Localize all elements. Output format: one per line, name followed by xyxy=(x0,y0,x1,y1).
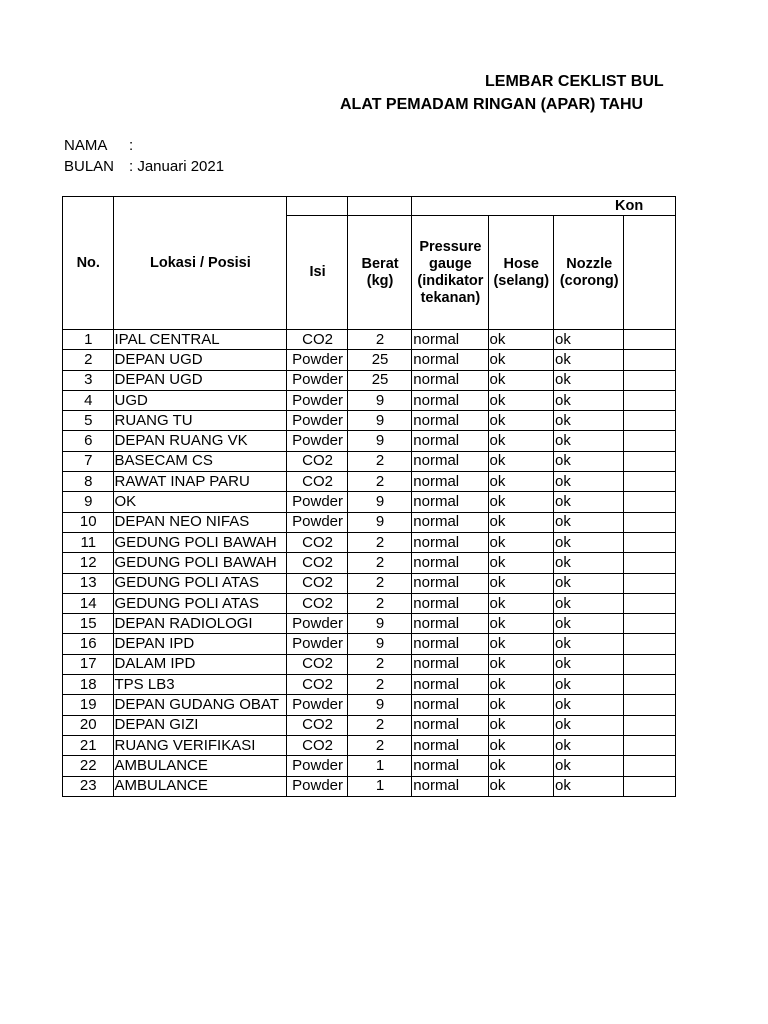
cell-lokasi: BASECAM CS xyxy=(113,451,287,471)
cell-nozzle: ok xyxy=(554,675,624,695)
cell-pressure: normal xyxy=(412,411,488,431)
table-row xyxy=(63,390,676,410)
cell-berat: 2 xyxy=(347,532,411,552)
cell-nozzle: ok xyxy=(554,451,624,471)
cell-pressure: normal xyxy=(412,614,488,634)
cell-pressure: normal xyxy=(412,715,488,735)
table-row xyxy=(63,634,676,654)
header-kondisi-group xyxy=(412,197,676,216)
header-berat: Berat (kg) xyxy=(347,216,411,330)
cell-pressure: normal xyxy=(412,695,488,715)
table-row xyxy=(63,573,676,593)
cell-berat: 9 xyxy=(347,492,411,512)
cell-lokasi: GEDUNG POLI ATAS xyxy=(113,573,287,593)
cell-lokasi: DEPAN IPD xyxy=(113,634,287,654)
cell-no: 22 xyxy=(63,756,114,776)
cell-pressure: normal xyxy=(412,634,488,654)
cell-isi: CO2 xyxy=(287,654,348,674)
cell-pressure: normal xyxy=(412,532,488,552)
cell-isi: Powder xyxy=(287,614,348,634)
table-row xyxy=(63,451,676,471)
cell-blank xyxy=(624,735,676,755)
cell-isi: Powder xyxy=(287,411,348,431)
cell-nozzle: ok xyxy=(554,695,624,715)
cell-hose: ok xyxy=(488,411,553,431)
cell-no: 4 xyxy=(63,390,114,410)
table-row xyxy=(63,350,676,370)
cell-no: 9 xyxy=(63,492,114,512)
cell-lokasi: RUANG VERIFIKASI xyxy=(113,735,287,755)
cell-lokasi: GEDUNG POLI BAWAH xyxy=(113,532,287,552)
header-blank xyxy=(624,216,676,330)
cell-nozzle: ok xyxy=(554,553,624,573)
cell-no: 8 xyxy=(63,472,114,492)
cell-blank xyxy=(624,492,676,512)
bulan-row xyxy=(64,158,224,175)
table-row xyxy=(63,675,676,695)
cell-pressure: normal xyxy=(412,654,488,674)
cell-blank xyxy=(624,776,676,796)
cell-nozzle: ok xyxy=(554,370,624,390)
cell-nozzle: ok xyxy=(554,492,624,512)
header-isi: Isi xyxy=(287,216,348,330)
table-row xyxy=(63,330,676,350)
cell-blank xyxy=(624,695,676,715)
cell-pressure: normal xyxy=(412,675,488,695)
cell-berat: 9 xyxy=(347,411,411,431)
cell-isi: CO2 xyxy=(287,735,348,755)
cell-lokasi: UGD xyxy=(113,390,287,410)
cell-pressure: normal xyxy=(412,492,488,512)
cell-lokasi: AMBULANCE xyxy=(113,756,287,776)
checklist-table xyxy=(62,196,676,797)
cell-berat: 9 xyxy=(347,614,411,634)
cell-hose: ok xyxy=(488,370,553,390)
header-no: No. xyxy=(63,197,114,330)
cell-nozzle: ok xyxy=(554,330,624,350)
cell-berat: 2 xyxy=(347,715,411,735)
cell-nozzle: ok xyxy=(554,350,624,370)
cell-nozzle: ok xyxy=(554,411,624,431)
cell-pressure: normal xyxy=(412,553,488,573)
cell-lokasi: RUANG TU xyxy=(113,411,287,431)
cell-hose: ok xyxy=(488,390,553,410)
cell-berat: 9 xyxy=(347,695,411,715)
title-text-2: ALAT PEMADAM RINGAN (APAR) TAHU xyxy=(340,96,644,113)
cell-lokasi: TPS LB3 xyxy=(113,675,287,695)
cell-isi: Powder xyxy=(287,431,348,451)
cell-blank xyxy=(624,472,676,492)
header-nozzle: Nozzle (corong) xyxy=(554,216,624,330)
cell-hose: ok xyxy=(488,776,553,796)
cell-berat: 9 xyxy=(347,390,411,410)
cell-blank xyxy=(624,370,676,390)
cell-isi: Powder xyxy=(287,776,348,796)
cell-berat: 1 xyxy=(347,756,411,776)
cell-no: 16 xyxy=(63,634,114,654)
cell-blank xyxy=(624,431,676,451)
table-row xyxy=(63,512,676,532)
cell-pressure: normal xyxy=(412,512,488,532)
header-hose: Hose (selang) xyxy=(488,216,553,330)
cell-blank xyxy=(624,390,676,410)
cell-isi: CO2 xyxy=(287,675,348,695)
cell-no: 13 xyxy=(63,573,114,593)
cell-no: 15 xyxy=(63,614,114,634)
cell-blank xyxy=(624,512,676,532)
cell-hose: ok xyxy=(488,573,553,593)
cell-lokasi: AMBULANCE xyxy=(113,776,287,796)
cell-hose: ok xyxy=(488,451,553,471)
cell-lokasi: DEPAN NEO NIFAS xyxy=(113,512,287,532)
cell-no: 2 xyxy=(63,350,114,370)
cell-berat: 9 xyxy=(347,512,411,532)
table-row xyxy=(63,411,676,431)
cell-hose: ok xyxy=(488,431,553,451)
cell-isi: Powder xyxy=(287,695,348,715)
cell-nozzle: ok xyxy=(554,634,624,654)
cell-no: 19 xyxy=(63,695,114,715)
table-row xyxy=(63,654,676,674)
cell-nozzle: ok xyxy=(554,593,624,613)
cell-blank xyxy=(624,715,676,735)
cell-isi: CO2 xyxy=(287,472,348,492)
cell-nozzle: ok xyxy=(554,614,624,634)
cell-isi: Powder xyxy=(287,512,348,532)
cell-isi: Powder xyxy=(287,634,348,654)
cell-hose: ok xyxy=(488,492,553,512)
document-title-line-1 xyxy=(0,73,676,95)
table-row xyxy=(63,735,676,755)
cell-lokasi: DEPAN RADIOLOGI xyxy=(113,614,287,634)
cell-blank xyxy=(624,675,676,695)
header-berat-top xyxy=(347,197,411,216)
cell-pressure: normal xyxy=(412,451,488,471)
cell-isi: CO2 xyxy=(287,593,348,613)
cell-pressure: normal xyxy=(412,735,488,755)
cell-no: 17 xyxy=(63,654,114,674)
bulan-label: BULAN xyxy=(64,158,115,175)
checklist-table-container xyxy=(62,196,676,799)
cell-no: 6 xyxy=(63,431,114,451)
document-title-line-2 xyxy=(0,96,676,118)
cell-isi: CO2 xyxy=(287,715,348,735)
cell-berat: 2 xyxy=(347,735,411,755)
cell-hose: ok xyxy=(488,735,553,755)
cell-no: 7 xyxy=(63,451,114,471)
cell-blank xyxy=(624,532,676,552)
table-row xyxy=(63,593,676,613)
nama-row xyxy=(64,137,133,154)
cell-pressure: normal xyxy=(412,431,488,451)
cell-lokasi: DEPAN RUANG VK xyxy=(113,431,287,451)
cell-no: 5 xyxy=(63,411,114,431)
cell-berat: 9 xyxy=(347,634,411,654)
cell-isi: Powder xyxy=(287,390,348,410)
table-row xyxy=(63,756,676,776)
table-row xyxy=(63,715,676,735)
cell-no: 14 xyxy=(63,593,114,613)
cell-blank xyxy=(624,411,676,431)
cell-berat: 2 xyxy=(347,593,411,613)
cell-isi: CO2 xyxy=(287,532,348,552)
cell-hose: ok xyxy=(488,330,553,350)
cell-pressure: normal xyxy=(412,370,488,390)
cell-isi: Powder xyxy=(287,756,348,776)
cell-blank xyxy=(624,614,676,634)
cell-hose: ok xyxy=(488,634,553,654)
cell-nozzle: ok xyxy=(554,735,624,755)
cell-no: 11 xyxy=(63,532,114,552)
cell-isi: Powder xyxy=(287,370,348,390)
cell-no: 18 xyxy=(63,675,114,695)
header-lokasi: Lokasi / Posisi xyxy=(113,197,287,330)
cell-nozzle: ok xyxy=(554,715,624,735)
header-kondisi-text: Kon xyxy=(615,197,644,214)
cell-lokasi: IPAL CENTRAL xyxy=(113,330,287,350)
cell-nozzle: ok xyxy=(554,532,624,552)
cell-isi: CO2 xyxy=(287,553,348,573)
cell-blank xyxy=(624,350,676,370)
cell-nozzle: ok xyxy=(554,512,624,532)
cell-isi: CO2 xyxy=(287,451,348,471)
cell-no: 1 xyxy=(63,330,114,350)
cell-hose: ok xyxy=(488,553,553,573)
nama-label: NAMA xyxy=(64,137,108,154)
cell-hose: ok xyxy=(488,695,553,715)
cell-pressure: normal xyxy=(412,350,488,370)
cell-hose: ok xyxy=(488,654,553,674)
cell-berat: 1 xyxy=(347,776,411,796)
cell-berat: 2 xyxy=(347,451,411,471)
checklist-table-body xyxy=(63,330,676,797)
cell-pressure: normal xyxy=(412,330,488,350)
cell-hose: ok xyxy=(488,512,553,532)
table-row xyxy=(63,492,676,512)
cell-blank xyxy=(624,756,676,776)
cell-blank xyxy=(624,553,676,573)
cell-nozzle: ok xyxy=(554,573,624,593)
cell-blank xyxy=(624,634,676,654)
cell-hose: ok xyxy=(488,715,553,735)
cell-blank xyxy=(624,573,676,593)
cell-nozzle: ok xyxy=(554,472,624,492)
cell-hose: ok xyxy=(488,472,553,492)
cell-berat: 2 xyxy=(347,675,411,695)
cell-no: 23 xyxy=(63,776,114,796)
cell-blank xyxy=(624,593,676,613)
cell-no: 20 xyxy=(63,715,114,735)
cell-berat: 9 xyxy=(347,431,411,451)
cell-pressure: normal xyxy=(412,776,488,796)
table-row xyxy=(63,370,676,390)
cell-berat: 2 xyxy=(347,553,411,573)
table-row xyxy=(63,532,676,552)
table-row xyxy=(63,431,676,451)
cell-lokasi: GEDUNG POLI ATAS xyxy=(113,593,287,613)
cell-pressure: normal xyxy=(412,756,488,776)
cell-hose: ok xyxy=(488,756,553,776)
cell-isi: CO2 xyxy=(287,330,348,350)
cell-lokasi: GEDUNG POLI BAWAH xyxy=(113,553,287,573)
cell-hose: ok xyxy=(488,675,553,695)
cell-lokasi: DEPAN UGD xyxy=(113,350,287,370)
cell-blank xyxy=(624,654,676,674)
cell-hose: ok xyxy=(488,614,553,634)
cell-nozzle: ok xyxy=(554,390,624,410)
cell-hose: ok xyxy=(488,593,553,613)
cell-nozzle: ok xyxy=(554,431,624,451)
cell-pressure: normal xyxy=(412,573,488,593)
cell-pressure: normal xyxy=(412,472,488,492)
cell-lokasi: OK xyxy=(113,492,287,512)
cell-hose: ok xyxy=(488,350,553,370)
cell-nozzle: ok xyxy=(554,654,624,674)
bulan-value: : Januari 2021 xyxy=(129,158,225,175)
cell-nozzle: ok xyxy=(554,756,624,776)
cell-lokasi: DALAM IPD xyxy=(113,654,287,674)
table-row xyxy=(63,553,676,573)
cell-lokasi: DEPAN GIZI xyxy=(113,715,287,735)
cell-berat: 2 xyxy=(347,472,411,492)
cell-blank xyxy=(624,451,676,471)
cell-isi: CO2 xyxy=(287,573,348,593)
table-row xyxy=(63,614,676,634)
cell-berat: 25 xyxy=(347,350,411,370)
cell-isi: Powder xyxy=(287,350,348,370)
cell-pressure: normal xyxy=(412,593,488,613)
cell-blank xyxy=(624,330,676,350)
cell-lokasi: RAWAT INAP PARU xyxy=(113,472,287,492)
cell-lokasi: DEPAN UGD xyxy=(113,370,287,390)
title-text-1: LEMBAR CEKLIST BUL xyxy=(485,73,664,90)
cell-isi: Powder xyxy=(287,492,348,512)
cell-no: 12 xyxy=(63,553,114,573)
cell-pressure: normal xyxy=(412,390,488,410)
table-row xyxy=(63,776,676,796)
table-row xyxy=(63,472,676,492)
nama-value: : xyxy=(129,137,134,154)
cell-lokasi: DEPAN GUDANG OBAT xyxy=(113,695,287,715)
header-pressure: Pressure gauge (indikator tekanan) xyxy=(412,216,488,330)
header-isi-top xyxy=(287,197,348,216)
cell-berat: 2 xyxy=(347,654,411,674)
cell-hose: ok xyxy=(488,532,553,552)
cell-no: 10 xyxy=(63,512,114,532)
cell-berat: 2 xyxy=(347,330,411,350)
cell-nozzle: ok xyxy=(554,776,624,796)
table-row xyxy=(63,695,676,715)
cell-no: 3 xyxy=(63,370,114,390)
cell-berat: 2 xyxy=(347,573,411,593)
cell-berat: 25 xyxy=(347,370,411,390)
cell-no: 21 xyxy=(63,735,114,755)
